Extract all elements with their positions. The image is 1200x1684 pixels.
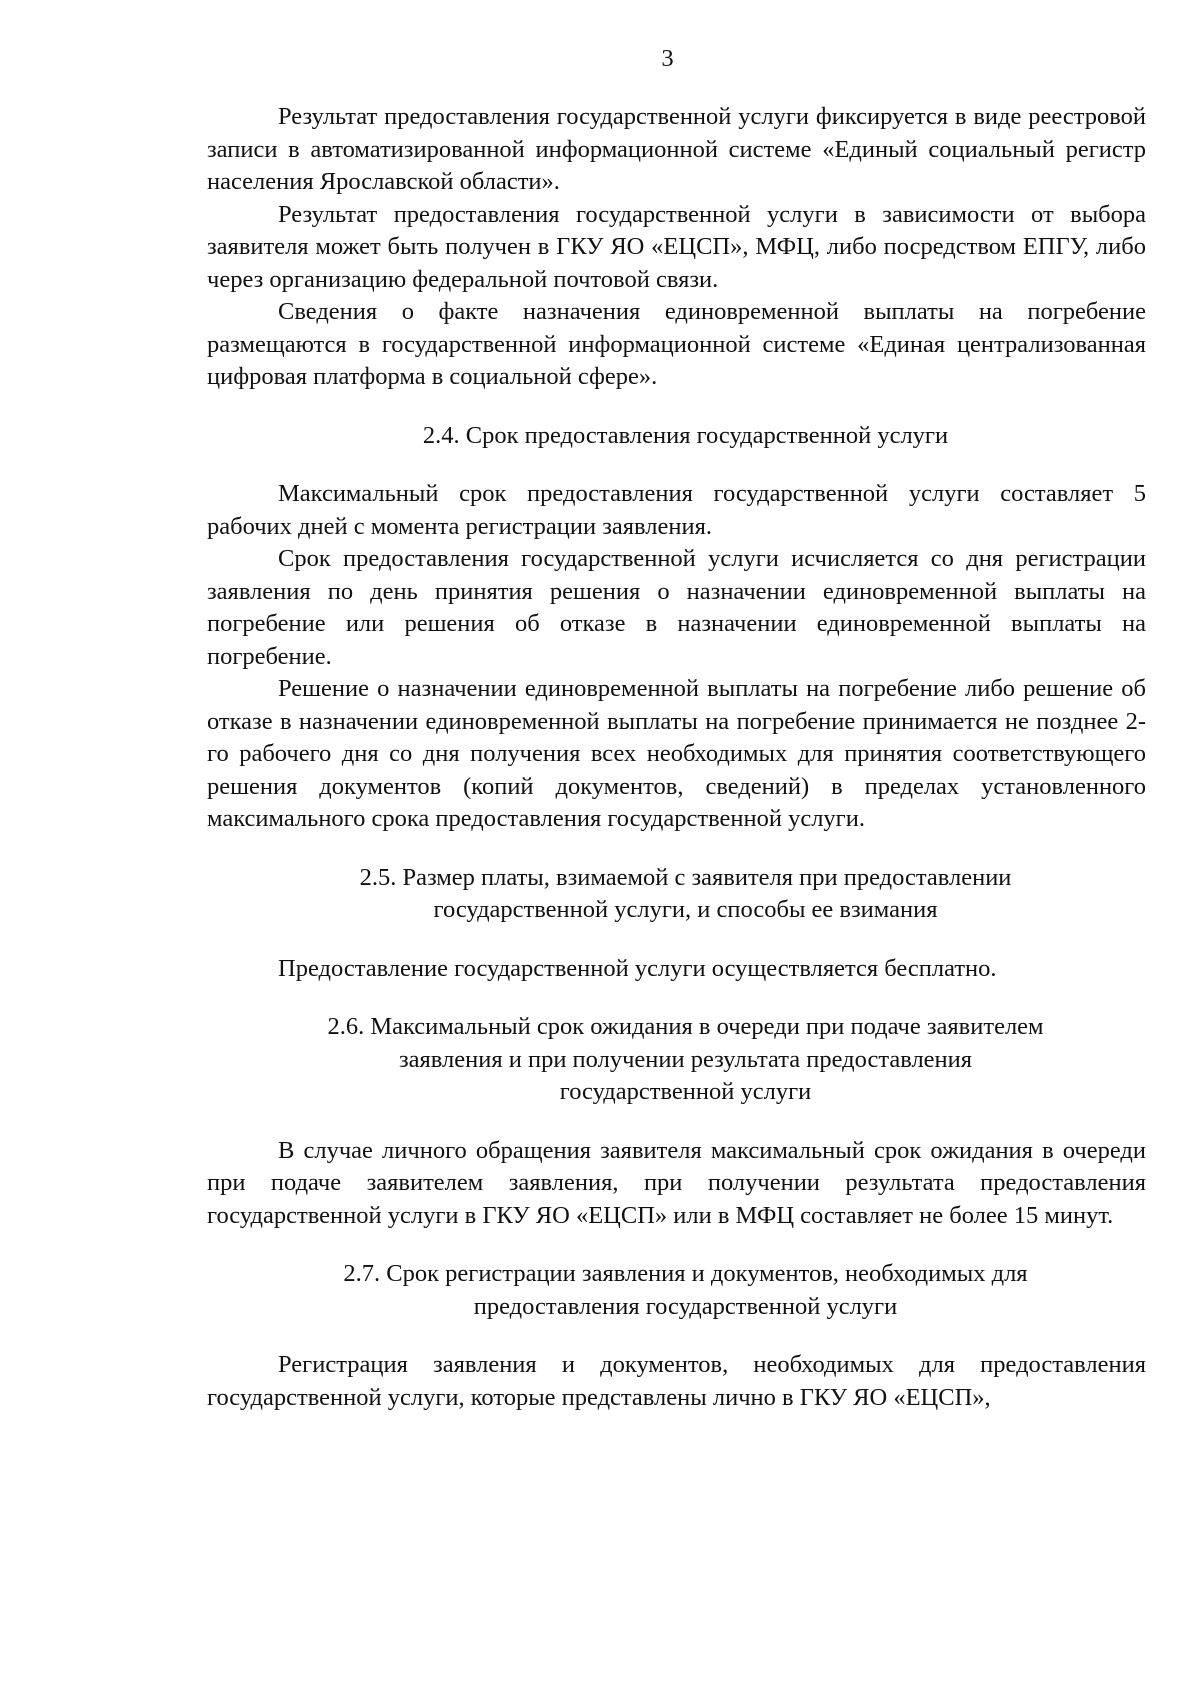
heading-2-6-line-1: 2.6. Максимальный срок ожидания в очереди при подаче заявителем: [327, 1013, 1044, 1040]
heading-2-5: [207, 862, 1146, 927]
heading-2-7: [207, 1258, 1146, 1323]
paragraph-queue-time: В случае личного обращения заявителя максимальный срок ожидания в очереди при подаче заявителем заявления, при получении результата предоставления государственной услуги в ГКУ ЯО «ЕЦСП» или в МФЦ составляет не более 15 минут.: [207, 1136, 1146, 1229]
paragraph-result-delivery: Результат предоставления государственной услуги в зависимости от выбора заявителя может быть получен в ГКУ ЯО «ЕЦСП», МФЦ, либо посредством ЕПГУ, либо через организацию федеральной почтовой связи.: [207, 200, 1146, 293]
heading-2-6-line-2: заявления и при получении результата предоставления: [398, 1045, 973, 1073]
heading-2-4: 2.4. Срок предоставления государственной услуги: [422, 421, 949, 449]
heading-2-6: [207, 1011, 1146, 1109]
heading-2-6-line-3: государственной услуги: [559, 1078, 812, 1105]
paragraph-decision-term: Решение о назначении единовременной выплаты на погребение либо решение об отказе в назначении единовременной выплаты на погребение принимается не позднее 2-го рабочего дня со дня получения всех необходимых для принятия соответствующего решения документов (копий документов, сведений) в пределах установленного максимального срока предоставления государственной услуги.: [207, 675, 1146, 832]
heading-2-7-line-1: 2.7. Срок регистрации заявления и документов, необходимых для: [343, 1260, 1028, 1287]
paragraph-registration: Регистрация заявления и документов, необходимых для предоставления государственной услуги, которые представлены лично в ГКУ ЯО «ЕЦСП»,: [207, 1351, 1146, 1411]
paragraph-result-registry: Результат предоставления государственной услуги фиксируется в виде реестровой записи в автоматизированной информационной системе «Единый социальный регистр населения Ярославской области».: [207, 103, 1146, 195]
paragraph-max-term: Максимальный срок предоставления государственной услуги составляет 5 рабочих дней с момента регистрации заявления.: [207, 480, 1146, 540]
paragraph-term-calculation: Срок предоставления государственной услуги исчисляется со дня регистрации заявления по день принятия решения о назначении единовременной выплаты на погребение или решения об отказе в назначении единовременной выплаты на погребение.: [207, 545, 1146, 670]
document-body: [207, 101, 1146, 1414]
page-number: 3: [661, 45, 674, 72]
heading-2-7-line-2: предоставления государственной услуги: [473, 1292, 898, 1320]
paragraph-free-of-charge: Предоставление государственной услуги осуществляется бесплатно.: [278, 954, 997, 982]
paragraph-payment-info: Сведения о факте назначения единовременной выплаты на погребение размещаются в государственной информационной системе «Единая централизованная цифровая платформа в социальной сфере».: [207, 298, 1146, 390]
heading-2-5-line-2: государственной услуги, и способы ее взимания: [433, 896, 938, 923]
heading-2-5-line-1: 2.5. Размер платы, взимаемой с заявителя при предоставлении: [359, 863, 1012, 891]
